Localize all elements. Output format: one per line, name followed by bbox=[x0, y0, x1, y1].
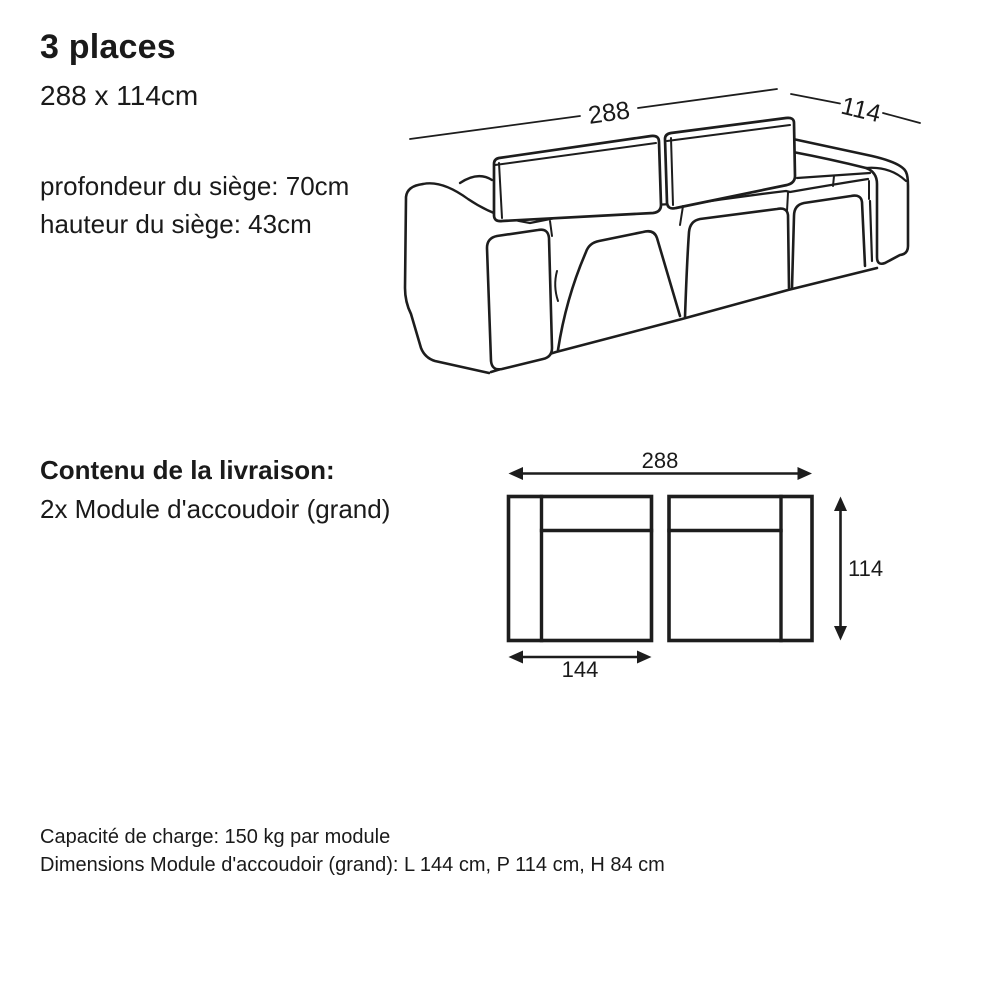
schematic-width-label: 288 bbox=[641, 448, 679, 473]
arrow-head-up-icon bbox=[834, 497, 847, 512]
sofa-deck-tuft-seam bbox=[833, 176, 834, 186]
schematic-module-width-label: 144 bbox=[561, 657, 599, 682]
module-left-outline bbox=[509, 497, 652, 641]
footer-notes bbox=[40, 824, 665, 879]
module-right-outline bbox=[669, 497, 812, 641]
schematic-depth-label: 114 bbox=[848, 556, 884, 581]
seat-height-spec: hauteur du siège: 43cm bbox=[40, 209, 312, 239]
arrow-head-left-icon bbox=[509, 651, 524, 664]
sofa-left-arm-front-panel bbox=[487, 230, 552, 370]
sofa-width-dim-line-left bbox=[410, 116, 580, 139]
arrow-head-right-icon bbox=[798, 467, 813, 480]
sofa-seat-cushion-2 bbox=[558, 231, 680, 350]
sofa-depth-dim-label: 114 bbox=[838, 91, 884, 129]
page-title: 3 places bbox=[40, 28, 176, 66]
sofa-tuft-seam-2 bbox=[680, 206, 683, 225]
module-schematic bbox=[480, 445, 900, 680]
seat-specs bbox=[40, 167, 349, 243]
size-subtitle: 288 x 114cm bbox=[40, 80, 199, 111]
delivery-heading: Contenu de la livraison: bbox=[40, 455, 335, 485]
arrow-head-left-icon bbox=[509, 467, 524, 480]
schematic-depth-arrow bbox=[834, 497, 847, 641]
load-capacity-note: Capacité de charge: 150 kg par module bbox=[40, 826, 391, 848]
sofa-tuft-seam-1 bbox=[550, 221, 552, 236]
sofa-width-dim-line-right bbox=[638, 89, 777, 108]
sofa-left-arm-shell bbox=[405, 184, 489, 373]
delivery-contents bbox=[40, 455, 390, 525]
sofa-tuft-seam-3 bbox=[787, 193, 788, 211]
sofa-width-dim-label: 288 bbox=[586, 96, 632, 130]
sofa-seat-cushions bbox=[558, 196, 872, 350]
arrow-head-down-icon bbox=[834, 626, 847, 641]
sofa-seat-cushion-3 bbox=[685, 209, 789, 317]
sofa-back-cushion-right bbox=[665, 118, 795, 209]
arrow-head-right-icon bbox=[637, 651, 652, 664]
seat-depth-spec: profondeur du siège: 70cm bbox=[40, 171, 350, 201]
sofa-back-corner-cap bbox=[460, 176, 492, 183]
sofa-back-cushion-left bbox=[494, 136, 661, 221]
sofa-fabric-wrinkle bbox=[555, 271, 558, 301]
module-dimensions-note: Dimensions Module d'accoudoir (grand): L 144 cm, P 114 cm, H 84 cm bbox=[40, 853, 665, 876]
sofa-seat-cushion-sliver bbox=[870, 201, 872, 261]
delivery-item: 2x Module d'accoudoir (grand) bbox=[40, 494, 391, 524]
